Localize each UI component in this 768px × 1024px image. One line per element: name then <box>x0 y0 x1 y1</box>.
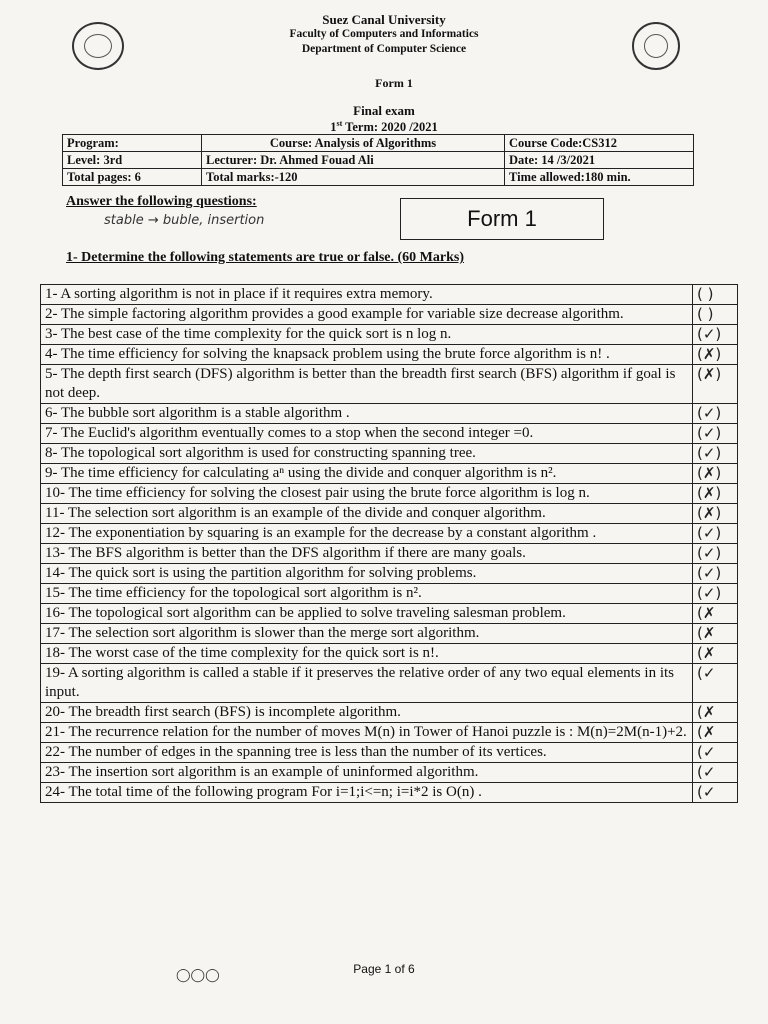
answer-title: Answer the following questions: <box>66 194 257 209</box>
question-text: 5- The depth first search (DFS) algorithm is better than the breadth first search (BFS) algorithm if goal is not deep. <box>41 365 693 404</box>
answer-mark: (✓ <box>693 743 738 763</box>
question-text: 8- The topological sort algorithm is used for constructing spanning tree. <box>41 444 693 464</box>
question-row <box>41 703 738 723</box>
question-row <box>41 464 738 484</box>
handwritten-note: stable → buble, insertion <box>104 213 265 228</box>
date-cell: Date: 14 /3/2021 <box>505 152 694 169</box>
lecturer-cell: Lecturer: Dr. Ahmed Fouad Ali <box>202 152 505 169</box>
answer-mark: ( ) <box>693 305 738 325</box>
question-text: 11- The selection sort algorithm is an example of the divide and conquer algorithm. <box>41 504 693 524</box>
answer-mark: (✓) <box>693 424 738 444</box>
question-row <box>41 484 738 504</box>
question-text: 17- The selection sort algorithm is slower than the merge sort algorithm. <box>41 624 693 644</box>
question-row <box>41 365 738 404</box>
question-row <box>41 325 738 345</box>
answer-mark: (✓) <box>693 524 738 544</box>
answer-mark: (✗ <box>693 703 738 723</box>
question-row <box>41 604 738 624</box>
question-row <box>41 345 738 365</box>
handwritten-doodle: ◯◯◯ <box>176 968 220 983</box>
question-text: 12- The exponentiation by squaring is an example for the decrease by a constant algorithm . <box>41 524 693 544</box>
page-footer: Page 1 of 6 <box>353 962 415 976</box>
question-row <box>41 285 738 305</box>
question-row <box>41 743 738 763</box>
course-cell: Course: Analysis of Algorithms <box>202 135 505 152</box>
question-text: 20- The breadth first search (BFS) is incomplete algorithm. <box>41 703 693 723</box>
question-text: 6- The bubble sort algorithm is a stable algorithm . <box>41 404 693 424</box>
answer-mark: (✓) <box>693 564 738 584</box>
question-text: 10- The time efficiency for solving the closest pair using the brute force algorithm is log n. <box>41 484 693 504</box>
question-text: 21- The recurrence relation for the number of moves M(n) in Tower of Hanoi puzzle is : M(n)=2M(n-1)+2. <box>41 723 693 743</box>
exam-title: Final exam <box>353 103 415 118</box>
question-text: 14- The quick sort is using the partition algorithm for solving problems. <box>41 564 693 584</box>
question-row <box>41 564 738 584</box>
answer-mark: (✓ <box>693 664 738 703</box>
department-name: Department of Computer Science <box>301 43 467 55</box>
question-row <box>41 664 738 703</box>
question-row <box>41 404 738 424</box>
answer-mark: (✗ <box>693 624 738 644</box>
question-row <box>41 644 738 664</box>
question-row <box>41 763 738 783</box>
question-text: 1- A sorting algorithm is not in place if it requires extra memory. <box>41 285 693 305</box>
faculty-name: Faculty of Computers and Informatics <box>289 28 479 40</box>
question-text: 9- The time efficiency for calculating aⁿ using the divide and conquer algorithm is n². <box>41 464 693 484</box>
answer-mark: (✓) <box>693 444 738 464</box>
question-row <box>41 524 738 544</box>
answer-mark: (✗) <box>693 484 738 504</box>
answer-mark: (✓) <box>693 325 738 345</box>
answer-mark: (✓) <box>693 544 738 564</box>
answer-mark: (✗ <box>693 644 738 664</box>
answer-mark: (✗ <box>693 723 738 743</box>
questions-table <box>40 284 738 803</box>
answer-mark: (✓ <box>693 763 738 783</box>
pages-cell: Total pages: 6 <box>63 169 202 186</box>
form-box: Form 1 <box>400 198 604 240</box>
question-row <box>41 424 738 444</box>
answer-mark: (✗) <box>693 504 738 524</box>
question-text: 19- A sorting algorithm is called a stable if it preserves the relative order of any two equal elements in its input. <box>41 664 693 703</box>
question-text: 23- The insertion sort algorithm is an example of uninformed algorithm. <box>41 763 693 783</box>
answer-mark: (✓) <box>693 584 738 604</box>
answer-mark: (✗) <box>693 365 738 404</box>
question-text: 3- The best case of the time complexity for the quick sort is n log n. <box>41 325 693 345</box>
question-row <box>41 504 738 524</box>
question-row <box>41 544 738 564</box>
answer-mark: (✗ <box>693 604 738 624</box>
exam-term: 1st Term: 2020 /2021 <box>330 119 438 135</box>
time-cell: Time allowed:180 min. <box>505 169 694 186</box>
program-cell: Program: <box>63 135 202 152</box>
question-row <box>41 305 738 325</box>
question-text: 22- The number of edges in the spanning tree is less than the number of its vertices. <box>41 743 693 763</box>
question-text: 7- The Euclid's algorithm eventually comes to a stop when the second integer =0. <box>41 424 693 444</box>
question-text: 24- The total time of the following program For i=1;i<=n; i=i*2 is O(n) . <box>41 783 693 803</box>
answer-mark: (✗) <box>693 345 738 365</box>
question-row <box>41 584 738 604</box>
answer-mark: ( ) <box>693 285 738 305</box>
form-label: Form 1 <box>375 76 413 90</box>
answer-mark: (✓) <box>693 404 738 424</box>
course-code-cell: Course Code:CS312 <box>505 135 694 152</box>
exam-info-table <box>62 134 694 186</box>
question-text: 13- The BFS algorithm is better than the DFS algorithm if there are many goals. <box>41 544 693 564</box>
question-text: 2- The simple factoring algorithm provides a good example for variable size decrease algorithm. <box>41 305 693 325</box>
answer-mark: (✓ <box>693 783 738 803</box>
section-title: 1- Determine the following statements are true or false. (60 Marks) <box>66 250 464 265</box>
question-text: 4- The time efficiency for solving the knapsack problem using the brute force algorithm is n! . <box>41 345 693 365</box>
university-name: Suez Canal University <box>322 12 446 27</box>
question-text: 15- The time efficiency for the topological sort algorithm is n². <box>41 584 693 604</box>
level-cell: Level: 3rd <box>63 152 202 169</box>
question-row <box>41 723 738 743</box>
answer-mark: (✗) <box>693 464 738 484</box>
question-row <box>41 624 738 644</box>
marks-cell: Total marks:-120 <box>202 169 505 186</box>
question-row <box>41 444 738 464</box>
question-text: 16- The topological sort algorithm can be applied to solve traveling salesman problem. <box>41 604 693 624</box>
question-row <box>41 783 738 803</box>
question-text: 18- The worst case of the time complexity for the quick sort is n!. <box>41 644 693 664</box>
